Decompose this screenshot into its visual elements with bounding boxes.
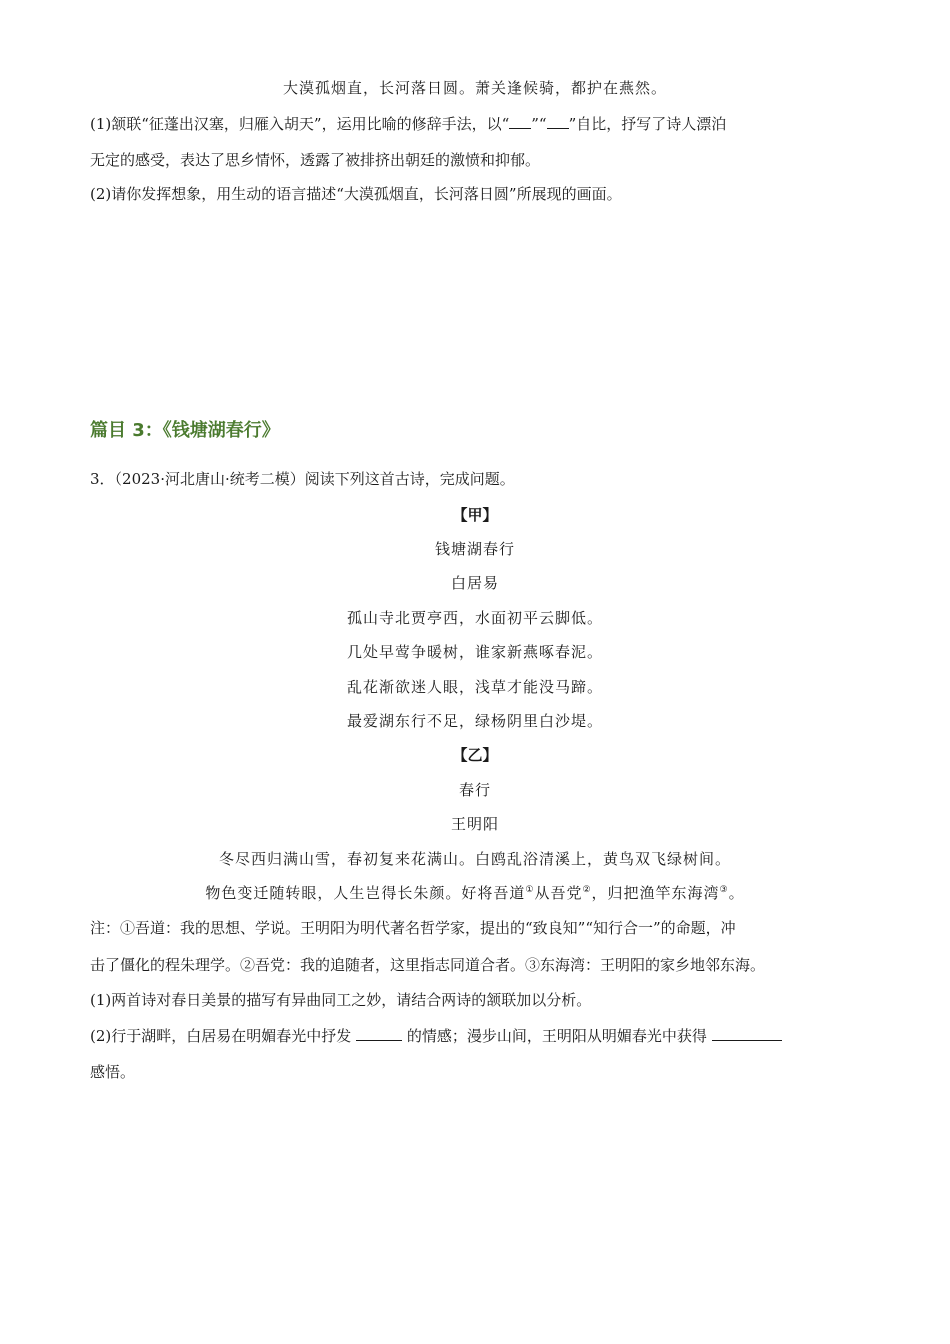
- poem-yi-line2-c: ，归把渔竿东海湾: [591, 884, 720, 902]
- poem-jia-line: 乱花渐欲迷人眼，浅草才能没马蹄。: [346, 678, 603, 696]
- poem-jia-line: 孤山寺北贾亭西，水面初平云脚低。: [346, 609, 603, 627]
- sub-question-2-text-b: 的情感；漫步山间，王明阳从明媚春光中获得: [406, 1027, 707, 1045]
- poem-jia-line: 最爱湖东行不足，绿杨阴里白沙堤。: [346, 712, 603, 730]
- question-1-text-c: ”自比，抒写了诗人漂泊: [568, 115, 727, 133]
- poem-jia-title: 钱塘湖春行: [434, 540, 515, 558]
- poem-yi-line2-b: 从吾党: [534, 884, 583, 902]
- sub-question-1: (1)两首诗对春日美景的描写有异曲同工之妙，请结合两诗的颔联加以分析。: [90, 991, 592, 1009]
- poem-jia-author: 白居易: [450, 574, 499, 592]
- question-3-intro: 3．（2023·河北唐山·统考二模）阅读下列这首古诗，完成问题。: [90, 470, 515, 488]
- poem-yi-line2-a: 物色变迁随转眼，人生岂得长朱颜。好将吾道: [205, 884, 526, 902]
- poem-yi-line: 冬尽西归满山雪，春初复来花满山。白鸥乱浴清溪上，黄鸟双飞绿树间。: [218, 850, 731, 868]
- question-1-line-2: 无定的感受，表达了思乡情怀，透露了被排挤出朝廷的激愤和抑郁。: [90, 151, 541, 169]
- section-heading: 篇目 3：《钱塘湖春行》: [90, 420, 280, 441]
- footnote-marker-3: ③: [719, 885, 729, 895]
- question-1-text-a: (1)颔联“征蓬出汉塞，归雁入胡天”，运用比喻的修辞手法，以“: [90, 115, 510, 133]
- sub-question-2-text-a: (2)行于湖畔，白居易在明媚春光中抒发: [90, 1027, 352, 1045]
- answer-blank-1[interactable]: [509, 114, 531, 129]
- poem-yi-line2-d: 。: [728, 884, 745, 902]
- answer-blank-2[interactable]: [547, 114, 569, 129]
- poem-yi-author: 王明阳: [450, 815, 499, 833]
- question-1-text-b: ”“: [531, 115, 547, 133]
- sub-question-2: [90, 1026, 782, 1046]
- answer-blank-4[interactable]: [712, 1026, 782, 1041]
- question-2: (2)请你发挥想象，用生动的语言描述“大漠孤烟直，长河落日圆”所展现的画面。: [90, 185, 622, 203]
- poem-yi-label: 【乙】: [452, 746, 498, 764]
- footnote-marker-1: ①: [525, 885, 535, 895]
- note-line-2: 击了僵化的程朱理学。②吾党：我的追随者，这里指志同道合者。③东海湾：王明阳的家乡地邻东海。: [90, 956, 766, 974]
- question-1-line-1: [90, 114, 726, 134]
- poem-yi-line: [0, 883, 950, 903]
- poem-yi-title: 春行: [458, 781, 491, 799]
- note-line-1: 注：①吾道：我的思想、学说。王明阳为明代著名哲学家，提出的“致良知”“知行合一”的命题，冲: [90, 919, 736, 937]
- sub-question-2-tail: 感悟。: [90, 1063, 136, 1081]
- footnote-marker-2: ②: [582, 885, 592, 895]
- poem-line: 大漠孤烟直，长河落日圆。萧关逢候骑，都护在燕然。: [282, 79, 667, 97]
- poem-jia-line: 几处早莺争暖树，谁家新燕啄春泥。: [346, 643, 603, 661]
- answer-blank-3[interactable]: [356, 1026, 402, 1041]
- poem-jia-label: 【甲】: [452, 506, 498, 524]
